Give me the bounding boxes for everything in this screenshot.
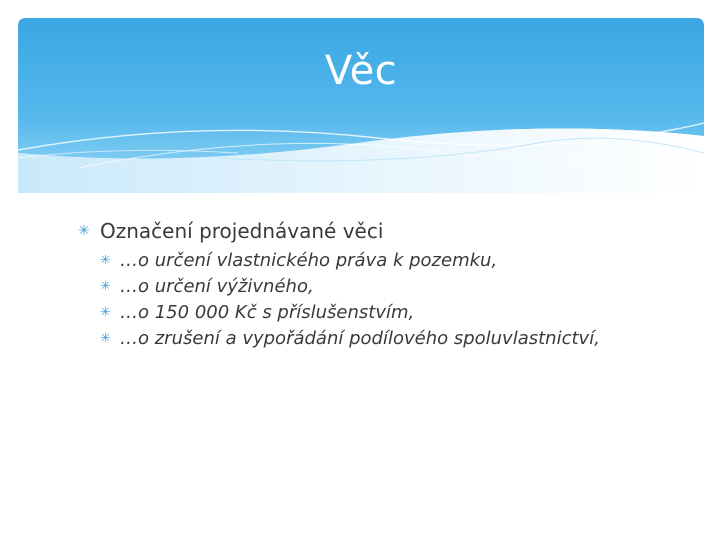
sub-bullet-text: …o 150 000 Kč s příslušenstvím, xyxy=(120,301,415,323)
asterisk-bullet-icon: ✳ xyxy=(100,252,111,268)
asterisk-bullet-icon: ✳ xyxy=(100,278,111,294)
sub-bullet-item xyxy=(100,299,698,325)
asterisk-bullet-icon: ✳ xyxy=(100,330,111,346)
sub-bullet-text: …o určení vlastnického práva k pozemku, xyxy=(120,249,498,271)
asterisk-bullet-icon: ✳ xyxy=(78,223,90,239)
asterisk-bullet-icon: ✳ xyxy=(100,304,111,320)
slide-title: Věc xyxy=(324,48,398,94)
sub-bullet-item xyxy=(100,247,698,273)
sub-bullet-text: …o určení výživného, xyxy=(120,275,314,297)
header-band xyxy=(18,18,704,193)
header-wave-background xyxy=(18,18,704,193)
sub-bullet-item xyxy=(100,273,698,299)
bullet-text: Označení projednávané věci xyxy=(100,219,384,243)
bullet-item-main xyxy=(78,215,698,247)
sub-bullet-item xyxy=(100,325,698,351)
bullet-list xyxy=(78,215,698,351)
sub-bullet-text: …o zrušení a vypořádání podílového spoluvlastnictví, xyxy=(120,327,600,349)
